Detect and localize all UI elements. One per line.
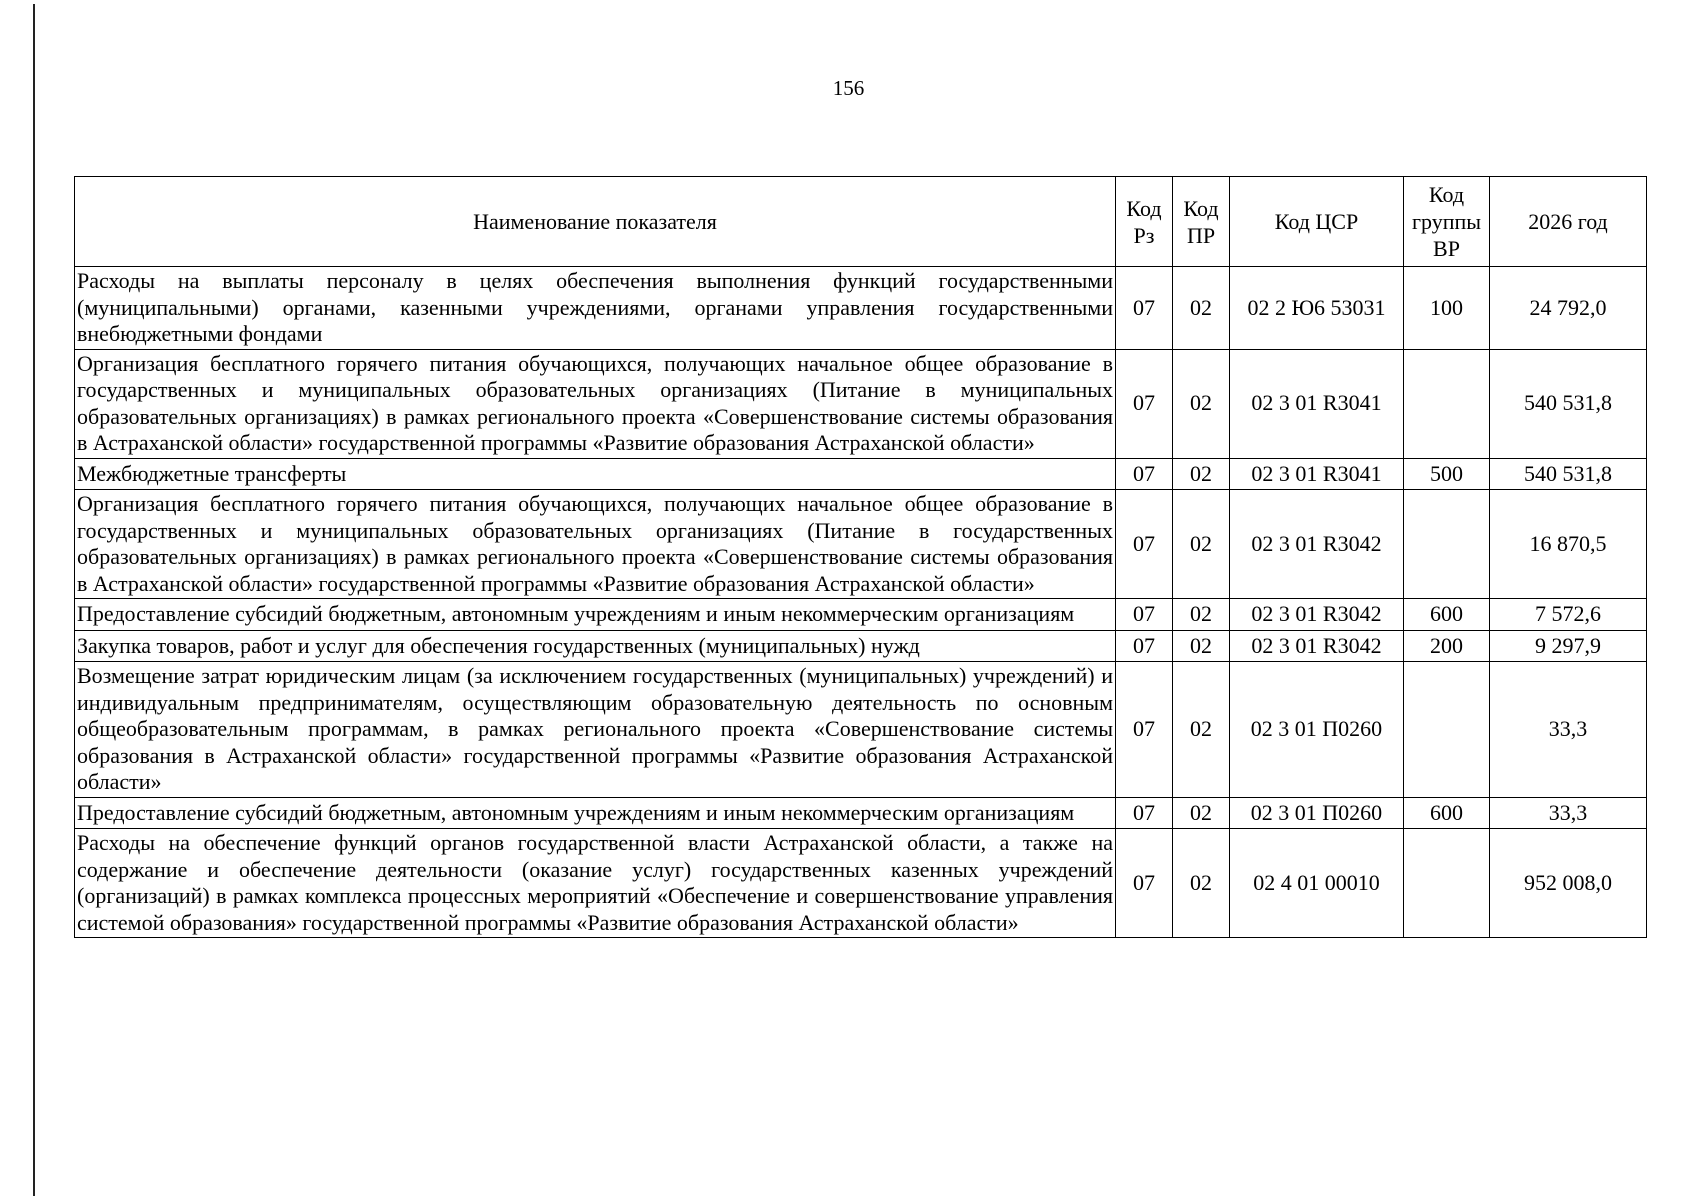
row-vr	[1404, 829, 1490, 938]
row-pr: 02	[1173, 829, 1230, 938]
row-vr: 600	[1404, 599, 1490, 631]
table-header-row	[75, 177, 1647, 267]
row-csr: 02 3 01 R3042	[1230, 599, 1404, 631]
row-pr: 02	[1173, 267, 1230, 350]
row-vr	[1404, 349, 1490, 458]
table-row	[75, 267, 1647, 350]
row-pr: 02	[1173, 797, 1230, 829]
row-pr: 02	[1173, 458, 1230, 490]
row-rz: 07	[1116, 490, 1173, 599]
page-number: 156	[832, 76, 865, 100]
row-csr: 02 3 01 R3042	[1230, 630, 1404, 662]
row-name: Расходы на выплаты персоналу в целях обеспечения выполнения функций государственными (муниципальными) органами, казенными учреждениями, органами управления государственными внебюджетными фондами	[75, 267, 1116, 350]
header-rz: Код Рз	[1116, 177, 1173, 267]
row-pr: 02	[1173, 349, 1230, 458]
row-amount: 33,3	[1490, 662, 1647, 798]
budget-table	[74, 176, 1647, 938]
row-name: Закупка товаров, работ и услуг для обеспечения государственных (муниципальных) нужд	[75, 630, 1116, 662]
header-vr: Код группы ВР	[1404, 177, 1490, 267]
row-amount: 24 792,0	[1490, 267, 1647, 350]
row-vr: 500	[1404, 458, 1490, 490]
row-vr	[1404, 662, 1490, 798]
row-pr: 02	[1173, 490, 1230, 599]
row-name: Организация бесплатного горячего питания обучающихся, получающих начальное общее образование в государственных и муниципальных образовательных организациях (Питание в муниципальных образовательных организациях) в рамках регионального проекта «Совершенствование системы образования в Астраханской области» государственной программы «Развитие образования Астраханской области»	[75, 349, 1116, 458]
row-rz: 07	[1116, 662, 1173, 798]
table-row	[75, 458, 1647, 490]
row-csr: 02 2 Ю6 53031	[1230, 267, 1404, 350]
header-pr: Код ПР	[1173, 177, 1230, 267]
page-edge-line	[33, 4, 35, 1196]
table-row	[75, 797, 1647, 829]
row-pr: 02	[1173, 599, 1230, 631]
row-amount: 540 531,8	[1490, 458, 1647, 490]
table-row	[75, 662, 1647, 798]
row-amount: 7 572,6	[1490, 599, 1647, 631]
row-csr: 02 3 01 П0260	[1230, 797, 1404, 829]
row-csr: 02 3 01 R3041	[1230, 349, 1404, 458]
row-rz: 07	[1116, 267, 1173, 350]
row-name: Предоставление субсидий бюджетным, автономным учреждениям и иным некоммерческим организациям	[75, 599, 1116, 631]
row-name: Предоставление субсидий бюджетным, автономным учреждениям и иным некоммерческим организациям	[75, 797, 1116, 829]
row-name: Расходы на обеспечение функций органов государственной власти Астраханской области, а также на содержание и обеспечение деятельности (оказание услуг) государственных казенных учреждений (организаций) в рамках комплекса процессных мероприятий «Обеспечение и совершенствование управления системой образования» государственной программы «Развитие образования Астраханской области»	[75, 829, 1116, 938]
row-name: Возмещение затрат юридическим лицам (за исключением государственных (муниципальных) учреждений) и индивидуальным предпринимателям, осуществляющим образовательную деятельность по основным общеобразовательным программам, в рамках регионального проекта «Совершенствование системы образования в Астраханской области» государственной программы «Развитие образования Астраханской области»	[75, 662, 1116, 798]
header-name: Наименование показателя	[75, 177, 1116, 267]
row-rz: 07	[1116, 797, 1173, 829]
row-rz: 07	[1116, 599, 1173, 631]
header-year: 2026 год	[1490, 177, 1647, 267]
row-vr: 200	[1404, 630, 1490, 662]
table-row	[75, 490, 1647, 599]
row-amount: 16 870,5	[1490, 490, 1647, 599]
table-row	[75, 349, 1647, 458]
row-csr: 02 3 01 П0260	[1230, 662, 1404, 798]
row-amount: 952 008,0	[1490, 829, 1647, 938]
row-pr: 02	[1173, 630, 1230, 662]
row-rz: 07	[1116, 829, 1173, 938]
header-csr: Код ЦСР	[1230, 177, 1404, 267]
row-vr	[1404, 490, 1490, 599]
row-vr: 100	[1404, 267, 1490, 350]
row-name: Межбюджетные трансферты	[75, 458, 1116, 490]
row-csr: 02 3 01 R3042	[1230, 490, 1404, 599]
row-amount: 540 531,8	[1490, 349, 1647, 458]
row-csr: 02 3 01 R3041	[1230, 458, 1404, 490]
row-pr: 02	[1173, 662, 1230, 798]
table-row	[75, 599, 1647, 631]
table-row	[75, 829, 1647, 938]
row-rz: 07	[1116, 458, 1173, 490]
row-name: Организация бесплатного горячего питания обучающихся, получающих начальное общее образование в государственных и муниципальных образовательных организациях (Питание в государственных образовательных организациях) в рамках регионального проекта «Совершенствование системы образования в Астраханской области» государственной программы «Развитие образования Астраханской области»	[75, 490, 1116, 599]
row-csr: 02 4 01 00010	[1230, 829, 1404, 938]
row-rz: 07	[1116, 630, 1173, 662]
row-rz: 07	[1116, 349, 1173, 458]
row-vr: 600	[1404, 797, 1490, 829]
table-row	[75, 630, 1647, 662]
row-amount: 9 297,9	[1490, 630, 1647, 662]
row-amount: 33,3	[1490, 797, 1647, 829]
